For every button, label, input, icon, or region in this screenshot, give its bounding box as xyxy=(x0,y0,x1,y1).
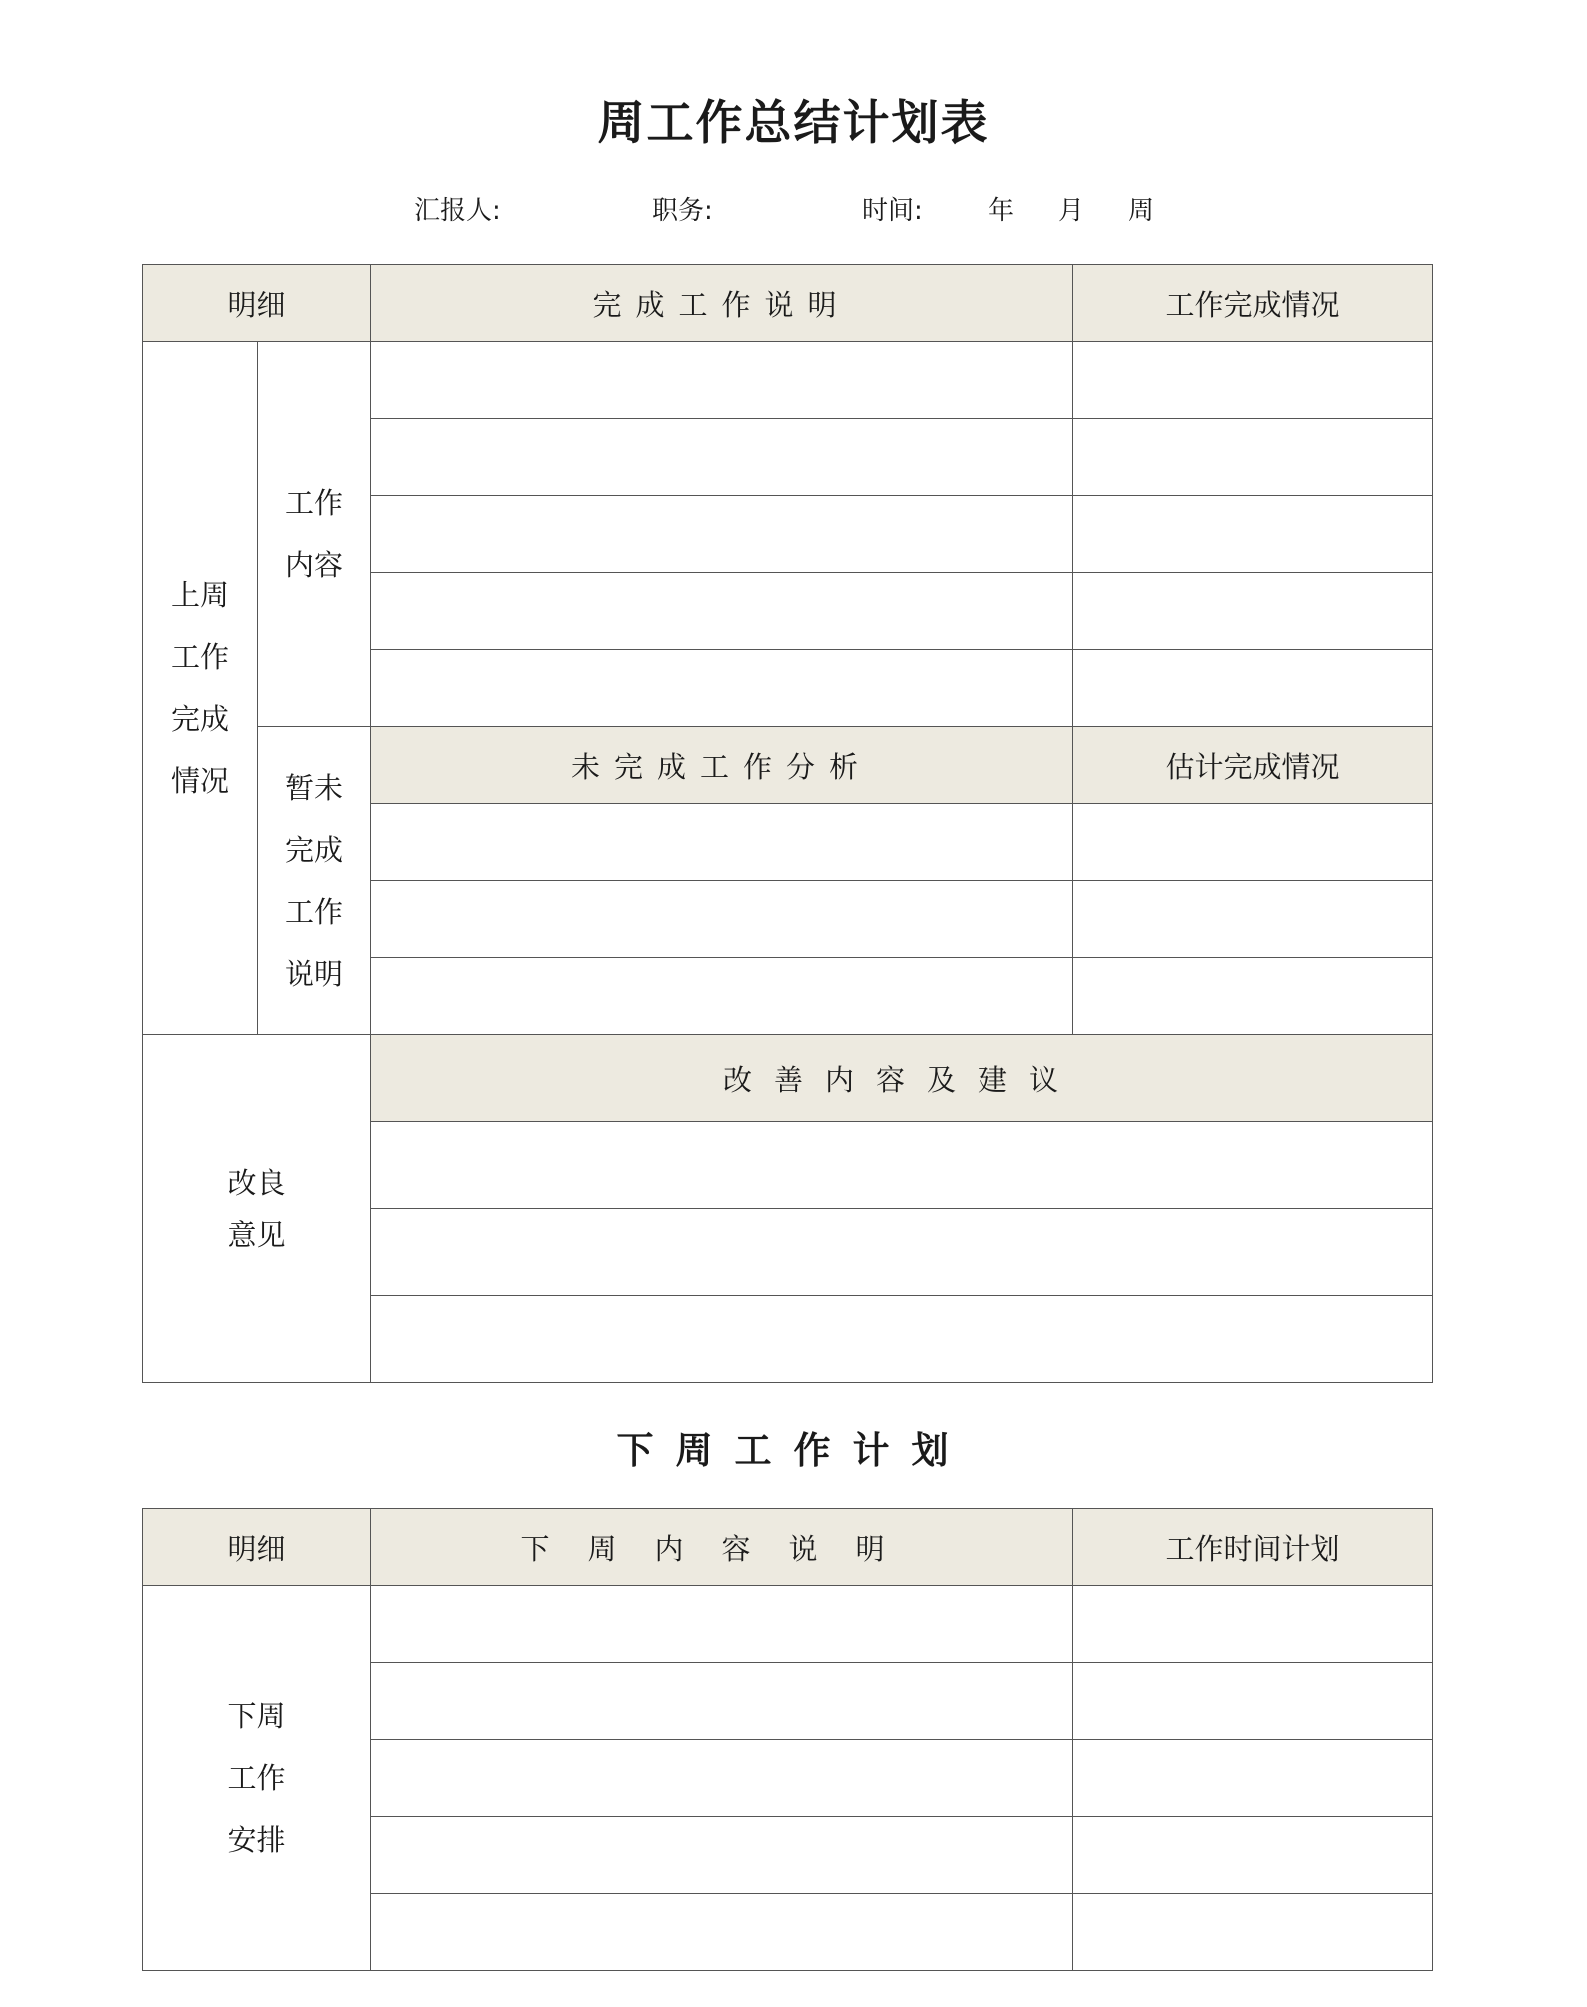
completion-status-cell[interactable] xyxy=(1073,573,1433,650)
last-week-label xyxy=(143,342,258,1035)
plan-content-cell[interactable] xyxy=(371,1663,1073,1740)
plan-content-cell[interactable] xyxy=(371,1894,1073,1971)
completion-status-cell[interactable] xyxy=(1073,650,1433,727)
improve-label xyxy=(143,1035,371,1383)
header-completed-desc: 完成工作说明 xyxy=(371,265,1073,342)
plan-time-cell[interactable] xyxy=(1073,1740,1433,1817)
plan-time-cell[interactable] xyxy=(1073,1894,1433,1971)
plan-table xyxy=(142,1508,1433,1971)
time-label: 时间: xyxy=(862,196,923,226)
completion-status-cell[interactable] xyxy=(1073,342,1433,419)
year-label: 年 xyxy=(988,196,1015,226)
unfinished-analysis-cell[interactable] xyxy=(371,958,1073,1035)
summary-table xyxy=(142,264,1433,1383)
last-week-label-text: 上周 工作 完成 情况 xyxy=(170,578,229,798)
next-week-label-text: 下周 工作 安排 xyxy=(227,1699,286,1857)
improve-cell[interactable] xyxy=(371,1122,1433,1209)
completion-status-cell[interactable] xyxy=(1073,419,1433,496)
work-content-label-text: 工作 内容 xyxy=(285,486,344,582)
unfinished-label xyxy=(258,727,371,1035)
improve-cell[interactable] xyxy=(371,1296,1433,1383)
plan-time-cell[interactable] xyxy=(1073,1663,1433,1740)
plan-content-cell[interactable] xyxy=(371,1586,1073,1663)
completed-desc-cell[interactable] xyxy=(371,496,1073,573)
month-label: 月 xyxy=(1058,196,1085,226)
unfinished-analysis-cell[interactable] xyxy=(371,881,1073,958)
plan-time-cell[interactable] xyxy=(1073,1817,1433,1894)
unfinished-label-text: 暂未 完成 工作 说明 xyxy=(285,770,344,991)
completed-desc-cell[interactable] xyxy=(371,573,1073,650)
work-content-label xyxy=(258,342,371,727)
report-meta xyxy=(0,190,1587,230)
next-week-title: 下周工作计划 xyxy=(616,1429,971,1472)
improve-label-text: 改良 意见 xyxy=(227,1165,286,1252)
header-improve: 改善内容及建议 xyxy=(371,1035,1433,1122)
plan-content-cell[interactable] xyxy=(371,1817,1073,1894)
completed-desc-cell[interactable] xyxy=(371,342,1073,419)
header-detail: 明细 xyxy=(143,265,371,342)
improve-cell[interactable] xyxy=(371,1209,1433,1296)
completed-desc-cell[interactable] xyxy=(371,650,1073,727)
week-label: 周 xyxy=(1128,196,1155,226)
position-label: 职务: xyxy=(652,196,713,226)
header-estimate: 估计完成情况 xyxy=(1073,727,1433,804)
plan-header-time-plan: 工作时间计划 xyxy=(1073,1509,1433,1586)
unfinished-analysis-cell[interactable] xyxy=(371,804,1073,881)
completed-desc-cell[interactable] xyxy=(371,419,1073,496)
header-completion-status: 工作完成情况 xyxy=(1073,265,1433,342)
header-unfinished-analysis: 未完成工作分析 xyxy=(371,727,1073,804)
plan-time-cell[interactable] xyxy=(1073,1586,1433,1663)
estimate-cell[interactable] xyxy=(1073,804,1433,881)
estimate-cell[interactable] xyxy=(1073,881,1433,958)
next-week-label xyxy=(143,1586,371,1971)
page-title: 周工作总结计划表 xyxy=(597,96,990,151)
completion-status-cell[interactable] xyxy=(1073,496,1433,573)
reporter-label: 汇报人: xyxy=(414,196,501,226)
estimate-cell[interactable] xyxy=(1073,958,1433,1035)
plan-header-content-desc: 下周内容说明 xyxy=(371,1509,1073,1586)
plan-content-cell[interactable] xyxy=(371,1740,1073,1817)
plan-header-detail: 明细 xyxy=(143,1509,371,1586)
